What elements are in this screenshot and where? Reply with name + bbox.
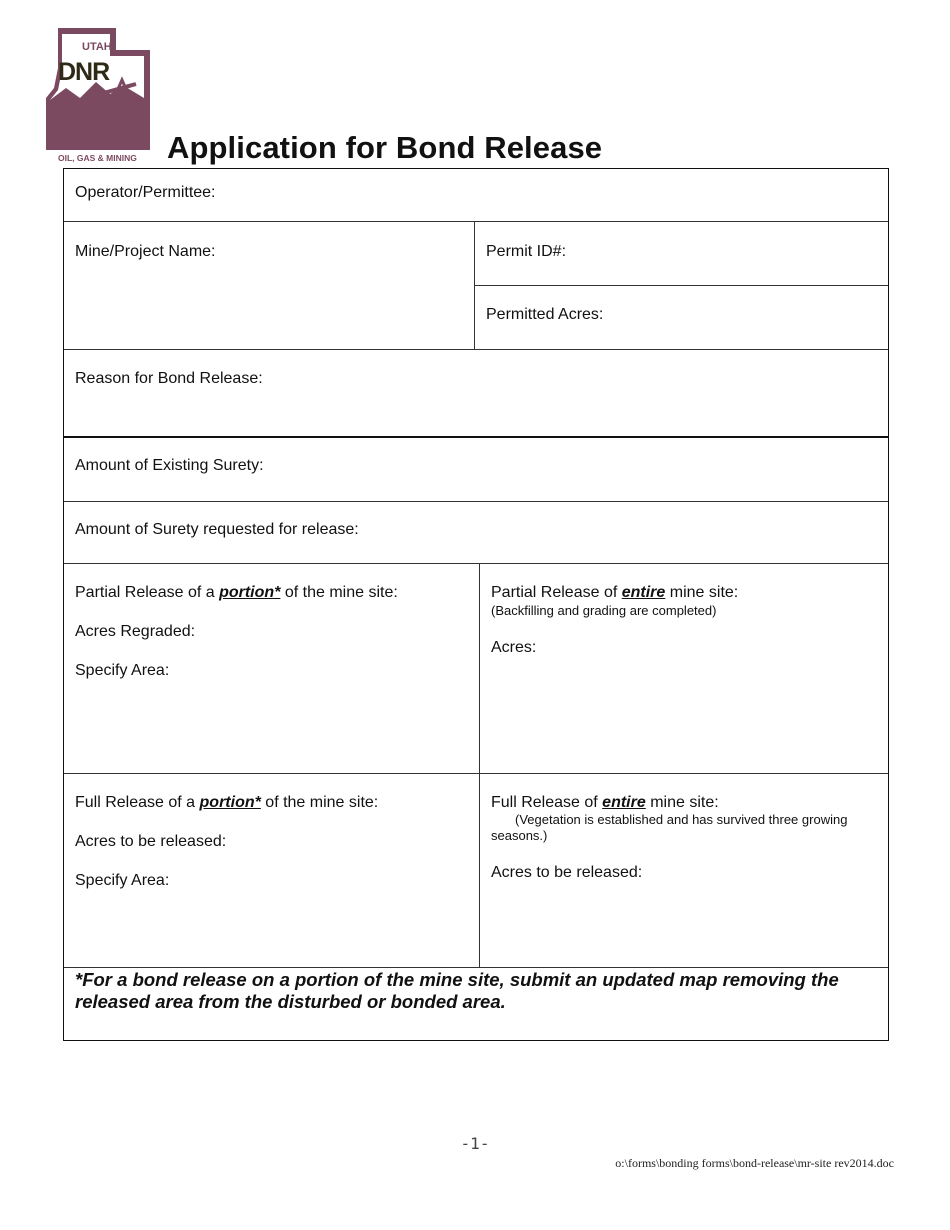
full-entire-note-line1: (Vegetation is established and has survived three growing (515, 812, 848, 827)
page-title: Application for Bond Release (167, 130, 603, 165)
full-portion-prefix: Full Release of a (75, 794, 200, 811)
mine-name-field[interactable]: Mine/Project Name: (75, 243, 216, 260)
full-entire-heading (491, 794, 719, 812)
file-path: o:\forms\bonding forms\bond-release\mr-site rev2014.doc (615, 1156, 894, 1170)
partial-specify-area-field[interactable]: Specify Area: (75, 662, 170, 679)
partial-portion-suffix: of the mine site: (280, 584, 398, 601)
dnr-logo-icon (44, 28, 156, 164)
permit-id-field[interactable]: Permit ID#: (486, 243, 567, 260)
logo-agency: DNR (58, 58, 110, 86)
partial-portion-emphasis: portion* (219, 584, 281, 601)
full-entire-prefix: Full Release of (491, 794, 603, 811)
partial-entire-heading (491, 584, 738, 602)
existing-surety-field[interactable]: Amount of Existing Surety: (75, 457, 264, 474)
bond-release-form (63, 168, 889, 1041)
partial-entire-note: (Backfilling and grading are completed) (491, 603, 717, 618)
partial-entire-acres-field[interactable]: Acres: (491, 639, 537, 656)
full-entire-acres-field[interactable]: Acres to be released: (491, 864, 643, 881)
partial-entire-prefix: Partial Release of (491, 584, 622, 601)
footnote-line1: *For a bond release on a portion of the mine site, submit an updated map removing the (75, 969, 839, 990)
page-number: -1- (460, 1134, 490, 1153)
portion-footnote (75, 969, 875, 1013)
full-entire-note-line2: seasons.) (491, 828, 548, 843)
logo-state: UTAH (82, 41, 112, 53)
partial-entire-emphasis: entire (621, 584, 666, 601)
partial-portion-heading (75, 584, 398, 602)
operator-field[interactable]: Operator/Permittee: (75, 184, 216, 201)
full-entire-emphasis: entire (602, 794, 646, 811)
dnr-logo (44, 28, 156, 164)
full-entire-suffix: mine site: (645, 794, 719, 811)
full-portion-suffix: of the mine site: (260, 794, 379, 811)
acres-regraded-field[interactable]: Acres Regraded: (75, 623, 196, 640)
permitted-acres-field[interactable]: Permitted Acres: (486, 306, 604, 323)
full-portion-emphasis: portion* (199, 794, 261, 811)
requested-surety-field[interactable]: Amount of Surety requested for release: (75, 521, 359, 538)
footnote-line2: released area from the disturbed or bonded area. (75, 991, 506, 1012)
partial-entire-suffix: mine site: (665, 584, 739, 601)
full-specify-area-field[interactable]: Specify Area: (75, 872, 170, 889)
logo-division: OIL, GAS & MINING (58, 153, 137, 163)
full-portion-acres-field[interactable]: Acres to be released: (75, 833, 227, 850)
partial-portion-prefix: Partial Release of a (75, 584, 220, 601)
full-portion-heading (75, 794, 378, 812)
reason-field[interactable]: Reason for Bond Release: (75, 370, 263, 387)
